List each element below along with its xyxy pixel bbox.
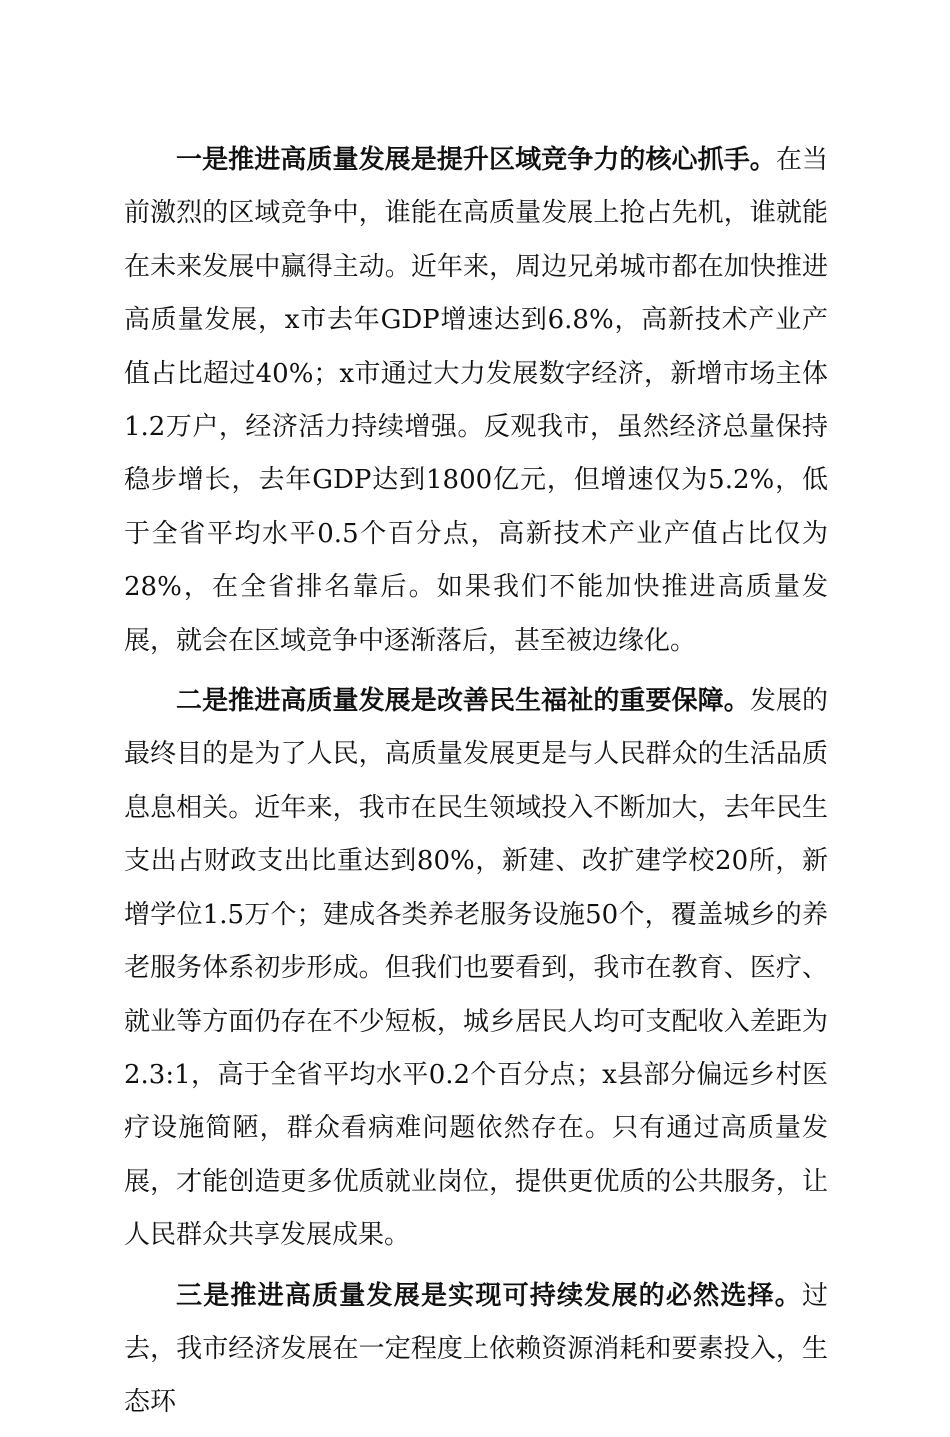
paragraph-2-heading: 二是推进高质量发展是改善民生福祉的重要保障。 bbox=[176, 686, 750, 717]
paragraph-3 bbox=[124, 1270, 828, 1430]
paragraph-2-text: 发展的最终目的是为了人民，高质量发展更是与人民群众的生活品质息息相关。近年来，我市在民生领域投入不断加大，去年民生支出占财政支出比重达到80%，新建、改扩建学校20所，新增学位1.5万个；建成各类养老服务设施50个，覆盖城乡的养老服务体系初步形成。但我们也要看到，我市在教育、医疗、就业等方面仍存在不少短板，城乡居民人均可支配收入差距为2.3:1，高于全省平均水平0.2个百分点；x县部分偏远乡村医疗设施简陋，群众看病难问题依然存在。只有通过高质量发展，才能创造更多优质就业岗位，提供更优质的公共服务，让人民群众共享发展成果。 bbox=[124, 686, 828, 1251]
paragraph-3-heading: 三是推进高质量发展是实现可持续发展的必然选择。 bbox=[176, 1280, 802, 1311]
document-body bbox=[124, 134, 828, 1437]
paragraph-1-text: 在当前激烈的区域竞争中，谁能在高质量发展上抢占先机，谁就能在未来发展中赢得主动。近年来，周边兄弟城市都在加快推进高质量发展，x市去年GDP增速达到6.8%，高新技术产业产值占比超过40%；x市通过大力发展数字经济，新增市场主体1.2万户，经济活力持续增强。反观我市，虽然经济总量保持稳步增长，去年GDP达到1800亿元，但增速仅为5.2%，低于全省平均水平0.5个百分点，高新技术产业产值占比仅为28%，在全省排名靠后。如果我们不能加快推进高质量发展，就会在区域竞争中逐渐落后，甚至被边缘化。 bbox=[124, 145, 828, 656]
paragraph-2 bbox=[124, 675, 828, 1262]
paragraph-1 bbox=[124, 134, 828, 668]
paragraph-3-text: 过去，我市经济发展在一定程度上依赖资源消耗和要素投入，生态环 bbox=[124, 1280, 828, 1418]
paragraph-1-heading: 一是推进高质量发展是提升区域竞争力的核心抓手。 bbox=[176, 145, 776, 175]
